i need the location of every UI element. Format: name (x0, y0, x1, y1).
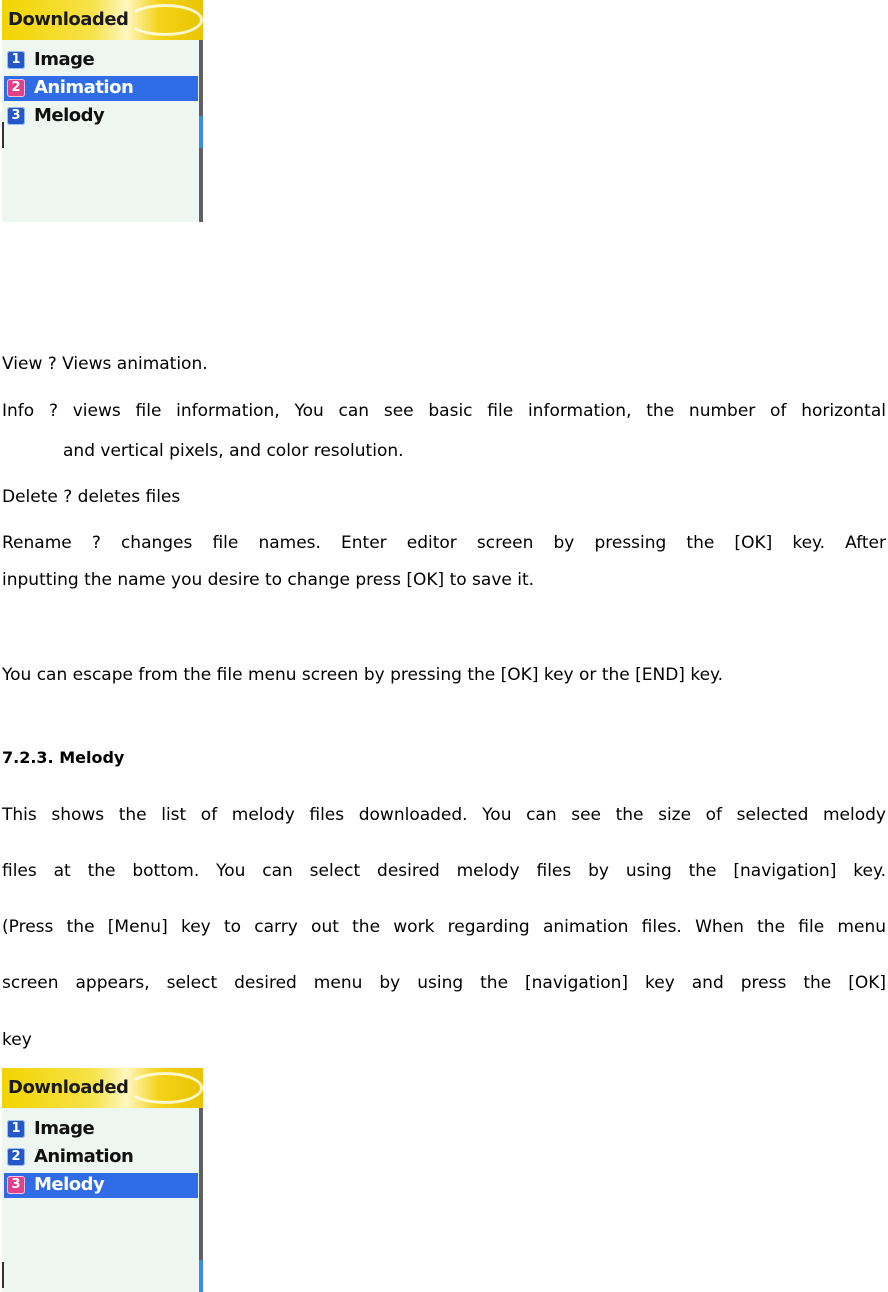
section-line-4: screen appears, select desired menu by using the [navigation] key and press the [OK] (2, 973, 886, 993)
menu-item-label: Melody (34, 1174, 105, 1195)
menu-item-melody[interactable] (4, 104, 198, 129)
info-description-line1: Info ? views file information, You can see basic file information, the number of horizontal (2, 401, 886, 421)
section-line-2: files at the bottom. You can select desired melody files by using the [navigation] key. (2, 861, 886, 881)
phone-screen-downloaded-animation (2, 0, 203, 222)
menu-item-label: Animation (34, 1146, 134, 1167)
number-1-icon: 1 (7, 1120, 25, 1138)
screen-title: Downloaded (8, 1077, 129, 1098)
decorative-swirl-icon (127, 4, 203, 36)
menu-item-label: Image (34, 49, 95, 70)
rename-description-line1: Rename ? changes file names. Enter editor screen by pressing the [OK] key. After (2, 533, 886, 553)
left-edge-marker (2, 1262, 4, 1288)
number-2-icon: 2 (7, 1148, 25, 1166)
decorative-swirl-icon (127, 1072, 203, 1104)
escape-description: You can escape from the file menu screen by pressing the [OK] key or the [END] key. (2, 665, 724, 685)
phone-screen-downloaded-melody (2, 1068, 203, 1292)
title-bar (2, 1068, 203, 1108)
screen-title: Downloaded (8, 9, 129, 30)
scrollbar[interactable] (199, 1108, 203, 1292)
menu-item-label: Melody (34, 105, 105, 126)
menu-item-label: Animation (34, 77, 134, 98)
scrollbar-thumb[interactable] (199, 116, 203, 148)
menu-item-animation[interactable] (4, 1145, 198, 1170)
menu-item-image[interactable] (4, 1117, 198, 1142)
left-edge-marker (2, 122, 4, 148)
view-description: View ? Views animation. (2, 354, 208, 374)
scrollbar[interactable] (199, 40, 203, 222)
menu-item-animation[interactable] (4, 76, 198, 101)
delete-description: Delete ? deletes files (2, 487, 181, 507)
menu-item-label: Image (34, 1118, 95, 1139)
info-description-line2: and vertical pixels, and color resolution. (63, 441, 404, 461)
scrollbar-thumb[interactable] (199, 1260, 203, 1292)
rename-description-line2: inputting the name you desire to change press [OK] to save it. (2, 570, 535, 590)
section-line-3: (Press the [Menu] key to carry out the work regarding animation files. When the file menu (2, 917, 886, 937)
section-heading-melody: 7.2.3. Melody (2, 748, 125, 767)
number-3-icon: 3 (7, 1176, 25, 1194)
number-2-icon: 2 (7, 79, 25, 97)
title-bar (2, 0, 203, 40)
number-3-icon: 3 (7, 107, 25, 125)
menu-item-melody[interactable] (4, 1173, 198, 1198)
number-1-icon: 1 (7, 51, 25, 69)
section-line-5: key (2, 1030, 32, 1050)
section-line-1: This shows the list of melody files downloaded. You can see the size of selected melody (2, 805, 886, 825)
menu-item-image[interactable] (4, 48, 198, 73)
